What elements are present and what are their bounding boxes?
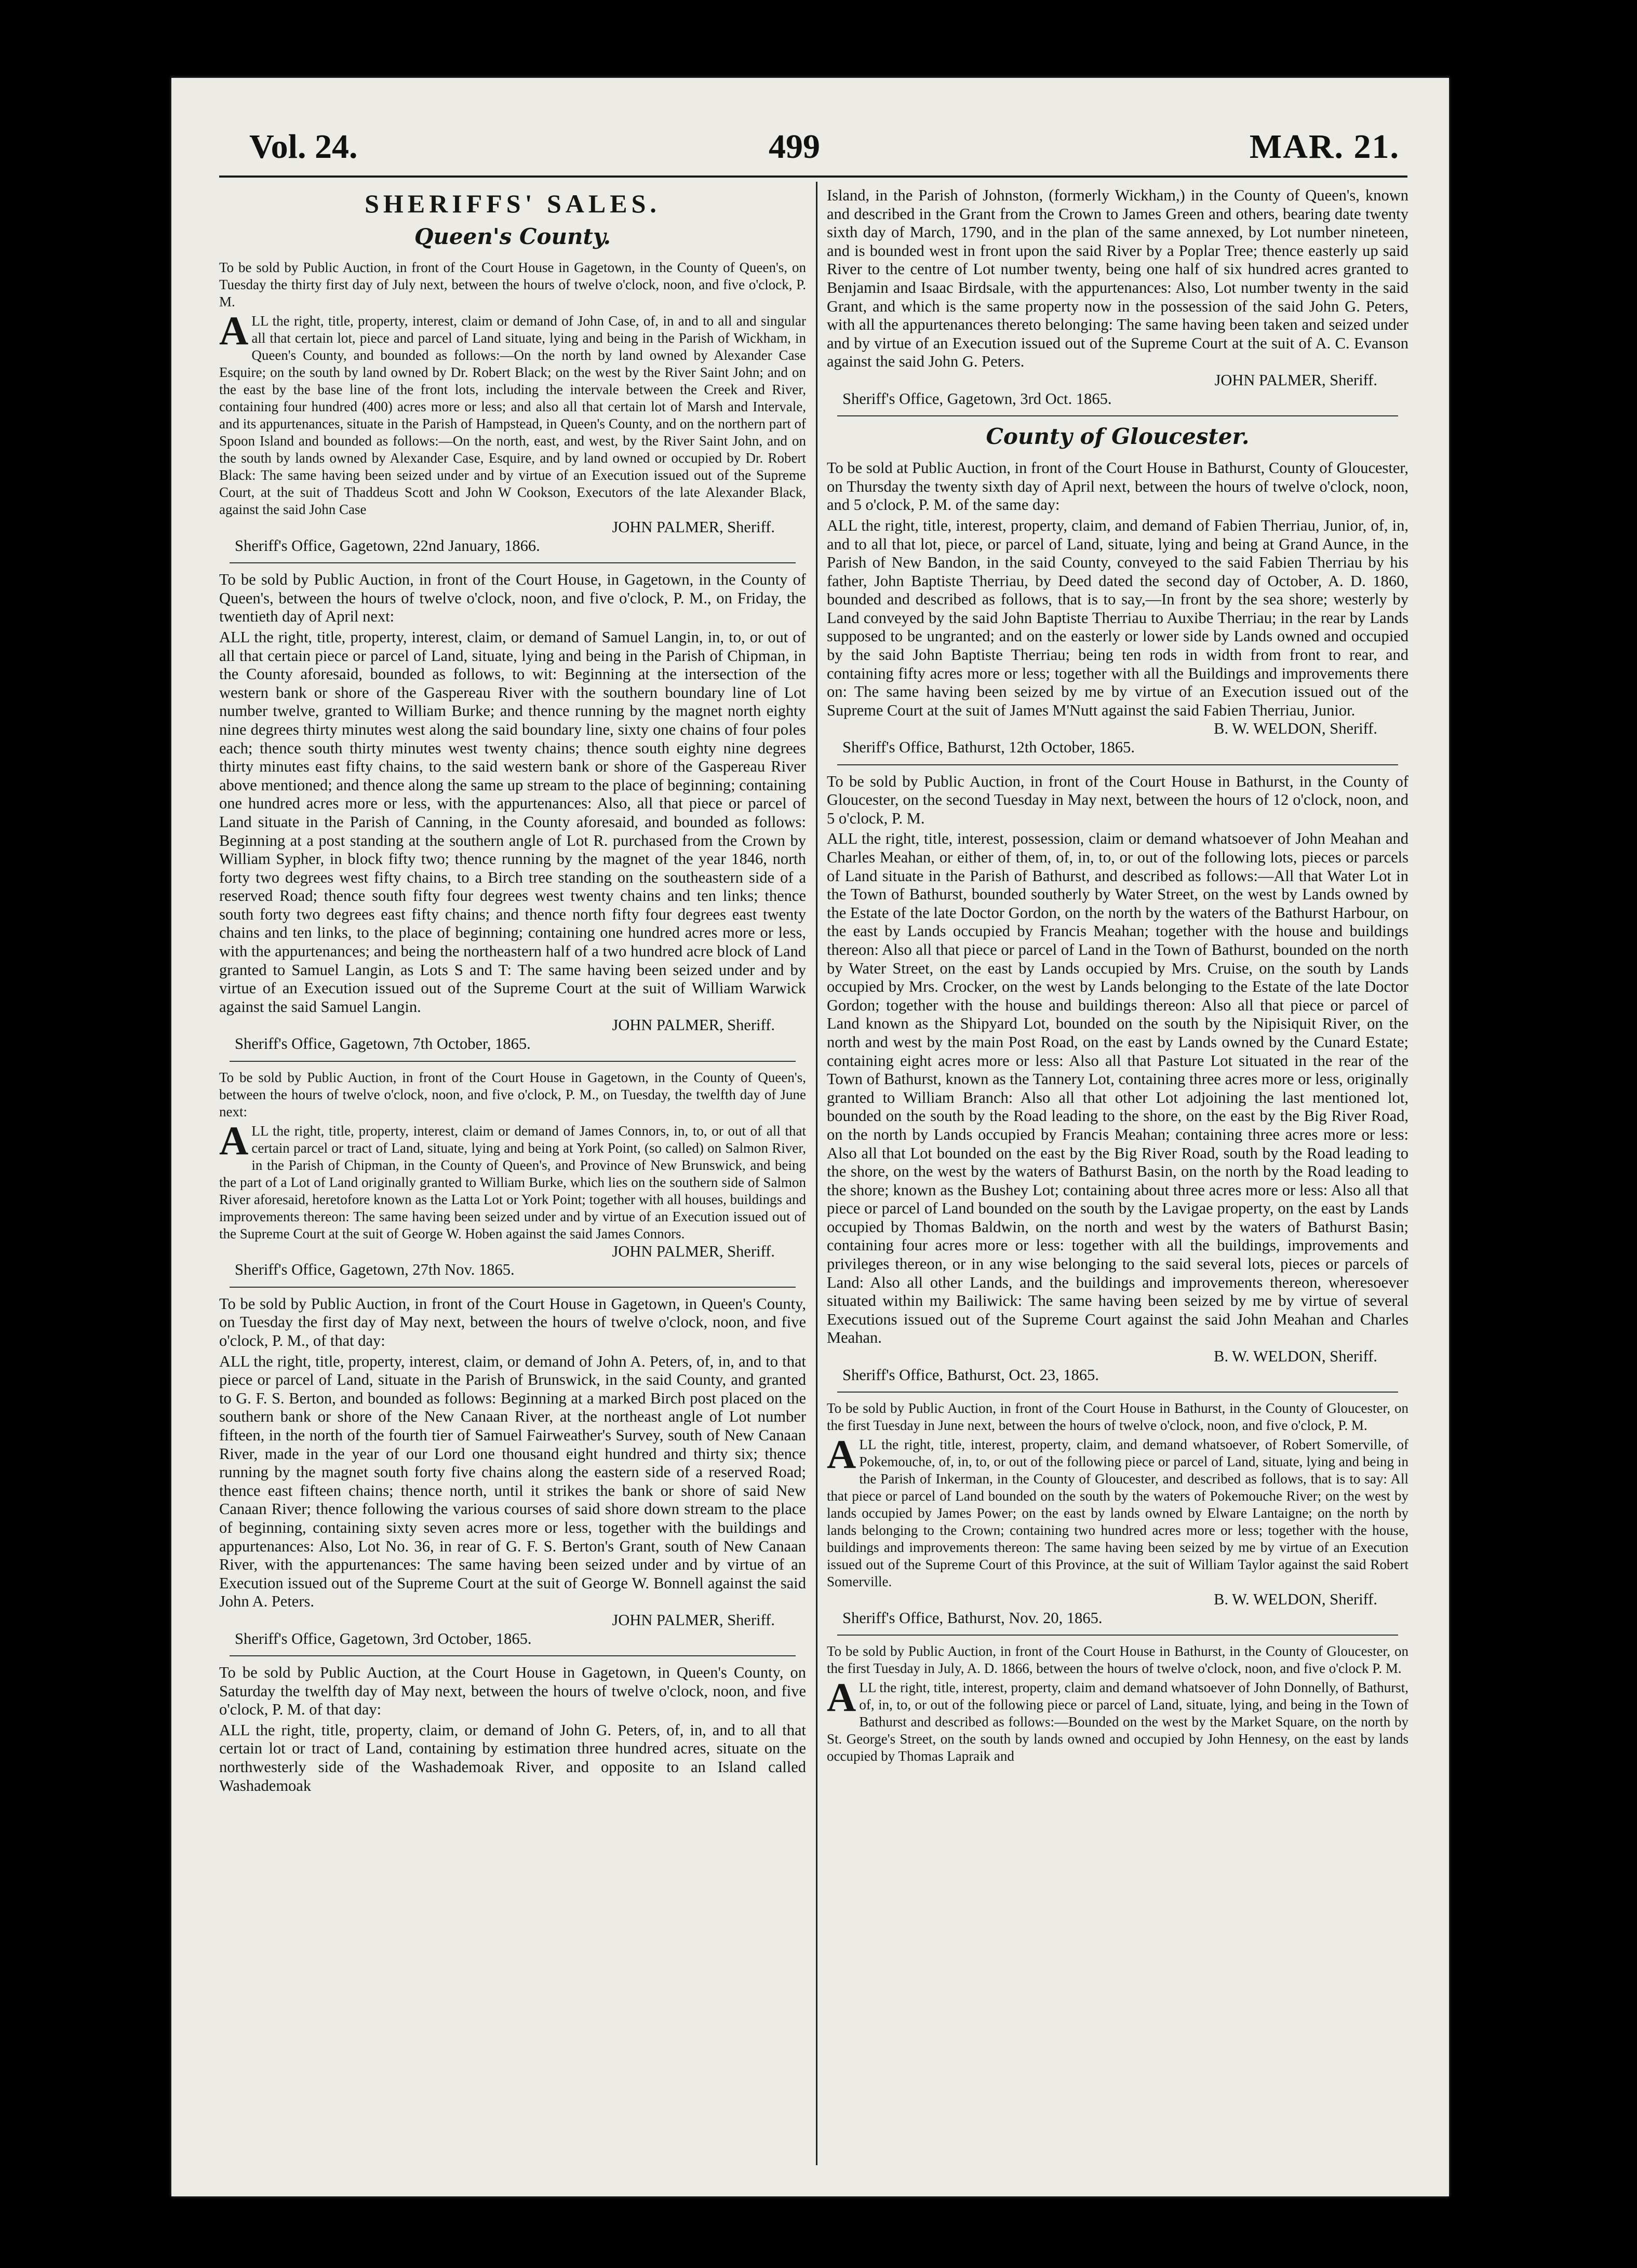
notice-body-text: ALL the right, title, property, claim, or demand of John G. Peters, of, in, and to all that certain lot or tract of Land, containing by estimation three hundred acres, situate on the northwesterly side of the Washademoak River, and opposite to an Island called Washademoak — [219, 1721, 806, 1794]
notice-separator — [837, 1635, 1398, 1636]
sheriff-office-date: Sheriff's Office, Bathurst, Oct. 23, 1865. — [842, 1366, 1099, 1384]
sale-notice — [827, 459, 1408, 757]
sale-notice — [219, 1069, 806, 1279]
notice-body-text: LL the right, title, property, interest, claim or demand of James Connors, in, to, or out of all that certain parcel or tract of Land, situate, lying and being at York Point, (so called) on Salmon River, in the Parish of Chipman, in the County of Queen's, and Province of New Brunswick, and being the part of a Lot of Land originally granted to William Burke, which lies on the southern side of Salmon River aforesaid, heretofore known as the Latta Lot or York Point; together with all houses, buildings and improvements thereon: The same having been seized under and by virtue of an Execution issued out of the Supreme Court at the suit of George W. Hoben against the said James Connors. — [219, 1123, 806, 1241]
notice-body-text: LL the right, title, property, interest, claim or demand of John Case, of, in and to all and singular all that certain lot, piece and parcel of Land situate, lying and being in the Parish of Wickham, in Queen's County, and bounded as follows:—On the north by land owned by Alexander Case Esquire; on the south by land owned by Dr. Robert Black; on the west by the River Saint John; and on the east by the base line of the front lots, including the intervale between the Creek and River, containing four hundred (400) acres more or less; and also all that certain lot of Marsh and Intervale, and its appurtenances, situate in the Parish of Hampstead, in Queen's County, and on the northern part of Spoon Island and bounded as follows:—On the north, east, and west, by the River Saint John, and on the south by lands owned by Alexander Case, Esquire, and by land owned or occupied by Dr. Robert Black: The same having been seized under and by virtue of an Execution issued out of the Supreme Court, at the suit of Thaddeus Scott and John W Cookson, Executors of the late Alexander Black, against the said John Case — [219, 313, 806, 517]
sheriff-office-date: Sheriff's Office, Gagetown, 7th October, 1865. — [235, 1035, 531, 1053]
notice-intro: To be sold by Public Auction, in front of the Court House in Gagetown, in the County of Queen's, between the hours of twelve o'clock, noon, and five o'clock, P. M., on Tuesday, the twelfth day of June next: — [219, 1069, 806, 1119]
notice-separator — [837, 1392, 1398, 1393]
notice-body — [219, 628, 806, 1016]
drop-cap: A — [219, 1117, 249, 1163]
sheriff-office-date: Sheriff's Office, Gagetown, 3rd October, 1865. — [235, 1629, 532, 1648]
left-notices — [219, 259, 806, 1795]
sale-notice — [219, 1664, 806, 1795]
notice-body — [827, 1675, 1408, 1765]
drop-cap: A — [219, 308, 249, 353]
notice-body — [827, 830, 1408, 1347]
left-column — [219, 184, 806, 2176]
sheriff-signature: JOHN PALMER, Sheriff. — [612, 1016, 775, 1034]
sheriff-signature: B. W. WELDON, Sheriff. — [1214, 720, 1377, 738]
issue-date: MAR. 21. — [1249, 128, 1400, 166]
notice-intro: To be sold by Public Auction, in front of the Court House in Bathurst, in the County of Gloucester, on the first Tuesday in June next, between the hours of twelve o'clock, noon, and five o'clock, P. M. — [827, 1400, 1408, 1434]
notice-body-text: LL the right, title, interest, property, claim, and demand whatsoever, of Robert Somerville, of Pokemouche, of, in, to, or out of the following piece or parcel of Land, situate, lying and being in the Parish of Inkerman, in the County of Gloucester, and described as follows, that is to say: All that piece or parcel of Land bounded on the south by the waters of Pokemouche River; on the west by lands occupied by James Power; on the east by lands owned by Elware Lantaigne; on the north by lands belonging to the Crown; containing two hundred acres more or less; together with the house, buildings and improvements thereon: The same having been seized by me by virtue of an Execution issued out of the Supreme Court of this Province, at the suit of William Taylor against the said Robert Somerville. — [827, 1437, 1408, 1590]
notice-body — [827, 1432, 1408, 1590]
notice-separator — [230, 1061, 796, 1062]
sale-notice — [827, 773, 1408, 1385]
sheriff-signature: JOHN PALMER, Sheriff. — [612, 518, 775, 536]
header-rule — [219, 176, 1407, 178]
notice-intro: To be sold at Public Auction, in front of the Court House in Bathurst, County of Gloucester, on Thursday the twenty sixth day of April next, between the hours of twelve o'clock, noon, and 5 o'clock, P. M. of the same day: — [827, 459, 1408, 514]
notice-separator — [230, 1655, 796, 1656]
volume-label: Vol. 24. — [249, 128, 358, 166]
notice-body-text: ALL the right, title, interest, property, claim, and demand of Fabien Therriau, Junior, of, in, and to all that lot, piece, or parcel of Land, situate, lying and being at Grand Aunce, in the Parish of New Bandon, in the said County, conveyed to the said Fabien Therriau by his father, John Baptiste Therriau, by Deed dated the second day of October, A. D. 1860, bounded and described as follows, that is to say,—In front by the sea shore; westerly by Land conveyed by the said John Baptiste Therriau to Auxibe Therriau; in the rear by Lands supposed to be ungranted; and on the easterly or lower side by Lands owned and occupied by the said John Baptiste Therriau; being ten rods in width from front to rear, and containing fifty acres more or less; together with all the Buildings and improvements there on: The same having been seized by me by virtue of an Execution issued out of the Supreme Court at the suit of James M'Nutt against the said Fabien Therriau, Junior. — [827, 516, 1408, 719]
notice-separator — [230, 1287, 796, 1288]
notice-intro: To be sold by Public Auction, in front of the Court House, in Gagetown, in the County of Queen's, between the hours of twelve o'clock, noon, and five o'clock, P. M., on Friday, the twentieth day of April next: — [219, 571, 806, 626]
right-column — [827, 184, 1408, 2176]
notice-body — [219, 1721, 806, 1795]
notice-intro: To be sold by Public Auction, in front of the Court House in Bathurst, in the County of Gloucester, on the second Tuesday in May next, between the hours of 12 o'clock, noon, and 5 o'clock, P. M. — [827, 772, 1408, 827]
sheriff-office-date: Sheriff's Office, Bathurst, Nov. 20, 1865. — [842, 1609, 1103, 1627]
notice-body-text: ALL the right, title, property, interest, claim, or demand of Samuel Langin, in, to, or out of all that certain piece or parcel of Land, situate, lying and being in the Parish of Chipman, in the County aforesaid, bounded as follows, to wit: Beginning at the intersection of the western bank or shore of the Gaspereau River with the southern boundary line of Lot number twelve, granted to William Burke; and thence running by the magnet north eighty nine degrees thirty minutes west along the said boundary line, sixty one chains of four poles each; thence south thirty minutes west twenty chains; thence south eighty nine degrees thirty minutes east fifty chains, to the said western bank or shore of the Gaspereau River above mentioned; and thence along the same up stream to the place of beginning; containing one hundred acres more or less, with the appurtenances: Also, all that piece or parcel of Land situate in the Parish of Canning, in the County aforesaid, and bounded as follows: Beginning at a post standing at the southern angle of Lot R. purchased from the Crown by William Sypher, in block fifty two; thence running by the magnet of the year 1846, north forty two degrees west fifty chains, to a Birch tree standing on the southeastern side of a reserved Road; thence south fifty four degrees west twenty chains and ten links; thence south forty two degrees east fifty chains; and thence north fifty four degrees east twenty chains and ten links, to the place of beginning; containing one hundred acres more or less, with the appurtenances; and being the northeastern half of a two hundred acre block of Land granted to Samuel Langin, as Lots S and T: The same having been seized under and by virtue of an Execution issued out of the Supreme Court at the suit of William Warwick against the said Samuel Langin. — [219, 628, 806, 1016]
notice-body — [219, 1353, 806, 1611]
notice-body-text: ALL the right, title, property, interest, claim, or demand of John A. Peters, of, in, and to that piece or parcel of Land, situate in the Parish of Brunswick, in the said County, and granted to G. F. S. Berton, and bounded as follows: Beginning at a marked Birch post placed on the southern bank or shore of the New Canaan River, at the northeast angle of Lot number fifteen, in the north of the fourth tier of Samuel Fairweather's Survey, south of New Canaan River, made in the year of our Lord one thousand eight hundred and thirty six; thence running by the magnet south forty five chains along the eastern side of a reserved Road; thence east fifteen chains; thence north, until it strikes the bank or shore of said New Canaan River; thence following the various courses of said shore down stream to the place of beginning, containing sixty seven acres more or less, together with the buildings and appurtenances: Also, Lot No. 36, in rear of G. F. S. Berton's Grant, south of New Canaan River, with the appurtenances: The same having been seized under and by virtue of an Execution issued out of the Supreme Court at the suit of George W. Bonnell against the said John A. Peters. — [219, 1352, 806, 1611]
drop-cap: A — [827, 1432, 856, 1477]
county-heading-gloucester: County of Gloucester. — [986, 424, 1250, 450]
sheriff-signature: B. W. WELDON, Sheriff. — [1214, 1347, 1377, 1366]
notice-body — [219, 308, 806, 518]
notice-intro: To be sold by Public Auction, in front of the Court House in Gagetown, in Queen's County, on Tuesday the first day of May next, between the hours of twelve o'clock, noon, and five o'clock, P. M., of that day: — [219, 1294, 806, 1349]
notice-separator — [837, 415, 1398, 416]
sale-notice — [827, 1400, 1408, 1627]
right-notices — [827, 459, 1408, 1765]
continued-body: Island, in the Parish of Johnston, (formerly Wickham,) in the County of Queen's, known and described in the Grant from the Crown to James Green and others, bearing date twenty sixth day of March, 1790, and in the plan of the same annexed, by Lot number nineteen, and is bounded west in front upon the said River by a Poplar Tree; thence easterly up said River to the centre of Lot number twenty, being one half of six hundred acres granted to Benjamin and Isaac Birdsale, with the appurtenances: Also, Lot number twenty in the said Grant, and which is the same property now in the possession of the said John G. Peters, with all the appurtenances thereto belonging: The same having been taken and seized under and by virtue of an Execution issued out of the Supreme Court at the suit of A. C. Evanson against the said John G. Peters. — [827, 186, 1408, 371]
continued-signature: JOHN PALMER, Sheriff. — [1214, 371, 1377, 389]
notice-body-text: ALL the right, title, interest, possession, claim or demand whatsoever of John Meahan and Charles Meahan, or either of them, of, in, to, or out of the following lots, pieces or parcels of Land situate in the Parish of Bathurst, and described as follows:—All that Water Lot in the Town of Bathurst, bounded southerly by Water Street, on the west by Lands owned by the Estate of the late Doctor Gordon, on the north by the waters of the Bathurst Harbour, on the east by Lands occupied by Francis Meahan; together with the house and buildings thereon: Also all that piece or parcel of Land in the Town of Bathurst, bounded on the north by Water Street, on the east by Lands occupied by Mrs. Cruise, on the south by Lands occupied by Mrs. Crocker, on the west by Lands belonging to the Estate of the late Doctor Gordon; together with the house and buildings thereon: Also all that piece or parcel of Land known as the Shipyard Lot, bounded on the south by the Nipisiquit River, on the north and west by the main Post Road, on the east by Lands owned by the Cunard Estate; containing eight acres more or less: Also all that Pasture Lot situated in the rear of the Town of Bathurst, known as the Tannery Lot, containing three acres more or less, originally granted to William Branch: Also all that other Lot adjoining the last mentioned lot, bounded on the south by the Road leading to the shore, on the east by the Big River Road, on the north by Lands occupied by Francis Meahan; containing three acres more or less: Also all that Lot bounded on the east by the Big River Road, south by the Road leading to the shore, on the west by the waters of Bathurst Basin, on the north by the Road leading to the shore; known as the Bushey Lot; containing about three acres more or less: Also all that piece or parcel of Land bounded on the south by the Lavigae property, on the east by Lands occupied by Thomas Baldwin, on the north and west by the waters of Bathurst Basin; containing four acres more or less: together with all the buildings, improvements and privileges thereon, or in any wise belonging to the said several lots, pieces or parcels of Land: Also all other Lands, and the buildings and improvements thereon, wheresoever situated within my Bailiwick: The same having been seized by me by virtue of several Executions issued out of the Supreme Court against the said John Meahan and Charles Meahan. — [827, 830, 1408, 1347]
sheriff-office-date: Sheriff's Office, Bathurst, 12th October, 1865. — [842, 738, 1135, 757]
notice-body — [219, 1117, 806, 1243]
sheriff-signature: JOHN PALMER, Sheriff. — [612, 1242, 775, 1260]
continued-office: Sheriff's Office, Gagetown, 3rd Oct. 1865. — [842, 389, 1112, 408]
sheriff-office-date: Sheriff's Office, Gagetown, 27th Nov. 1865. — [235, 1261, 515, 1279]
notice-intro: To be sold by Public Auction, in front of the Court House in Bathurst, in the County of Gloucester, on the first Tuesday in July, A. D. 1866, between the hours of twelve o'clock, noon, and five o'clock P. M. — [827, 1643, 1408, 1677]
sale-notice — [219, 259, 806, 555]
notice-separator — [837, 764, 1398, 765]
sheriff-signature: JOHN PALMER, Sheriff. — [612, 1611, 775, 1629]
notice-intro: To be sold by Public Auction, at the Court House in Gagetown, in Queen's County, on Saturday the twelfth day of May next, between the hours of twelve o'clock, noon, and five o'clock, P. M. of that day: — [219, 1664, 806, 1719]
column-divider — [816, 182, 817, 2165]
sheriff-signature: B. W. WELDON, Sheriff. — [1214, 1590, 1377, 1609]
county-heading-queens: Queen's County. — [414, 224, 611, 249]
notice-separator — [230, 562, 796, 563]
notice-body-text: LL the right, title, interest, property, claim and demand whatsoever of John Donnelly, of Bathurst, of, in, to, or out of the following piece or parcel of Land, situate, lying, and being in the Town of Bathurst and described as follows:—Bounded on the west by the Market Square, on the north by St. George's Street, on the south by lands owned and occupied by John Hennesy, on the east by lands occupied by Thomas Lapraik and — [827, 1680, 1408, 1764]
sale-notice — [827, 1643, 1408, 1765]
sheriff-office-date: Sheriff's Office, Gagetown, 22nd January, 1866. — [235, 536, 540, 555]
notice-intro: To be sold by Public Auction, in front of the Court House in Gagetown, in the County of Queen's, on Tuesday the thirty first day of July next, between the hours of twelve o'clock, noon, and five o'clock, P. M. — [219, 260, 806, 309]
drop-cap: A — [827, 1675, 856, 1720]
sale-notice — [219, 571, 806, 1053]
newspaper-page — [171, 78, 1449, 2196]
sale-notice — [219, 1295, 806, 1648]
section-title: SHERIFFS' SALES. — [365, 189, 661, 218]
page-number: 499 — [769, 128, 820, 166]
continued-notice — [827, 186, 1408, 408]
notice-body — [827, 517, 1408, 720]
